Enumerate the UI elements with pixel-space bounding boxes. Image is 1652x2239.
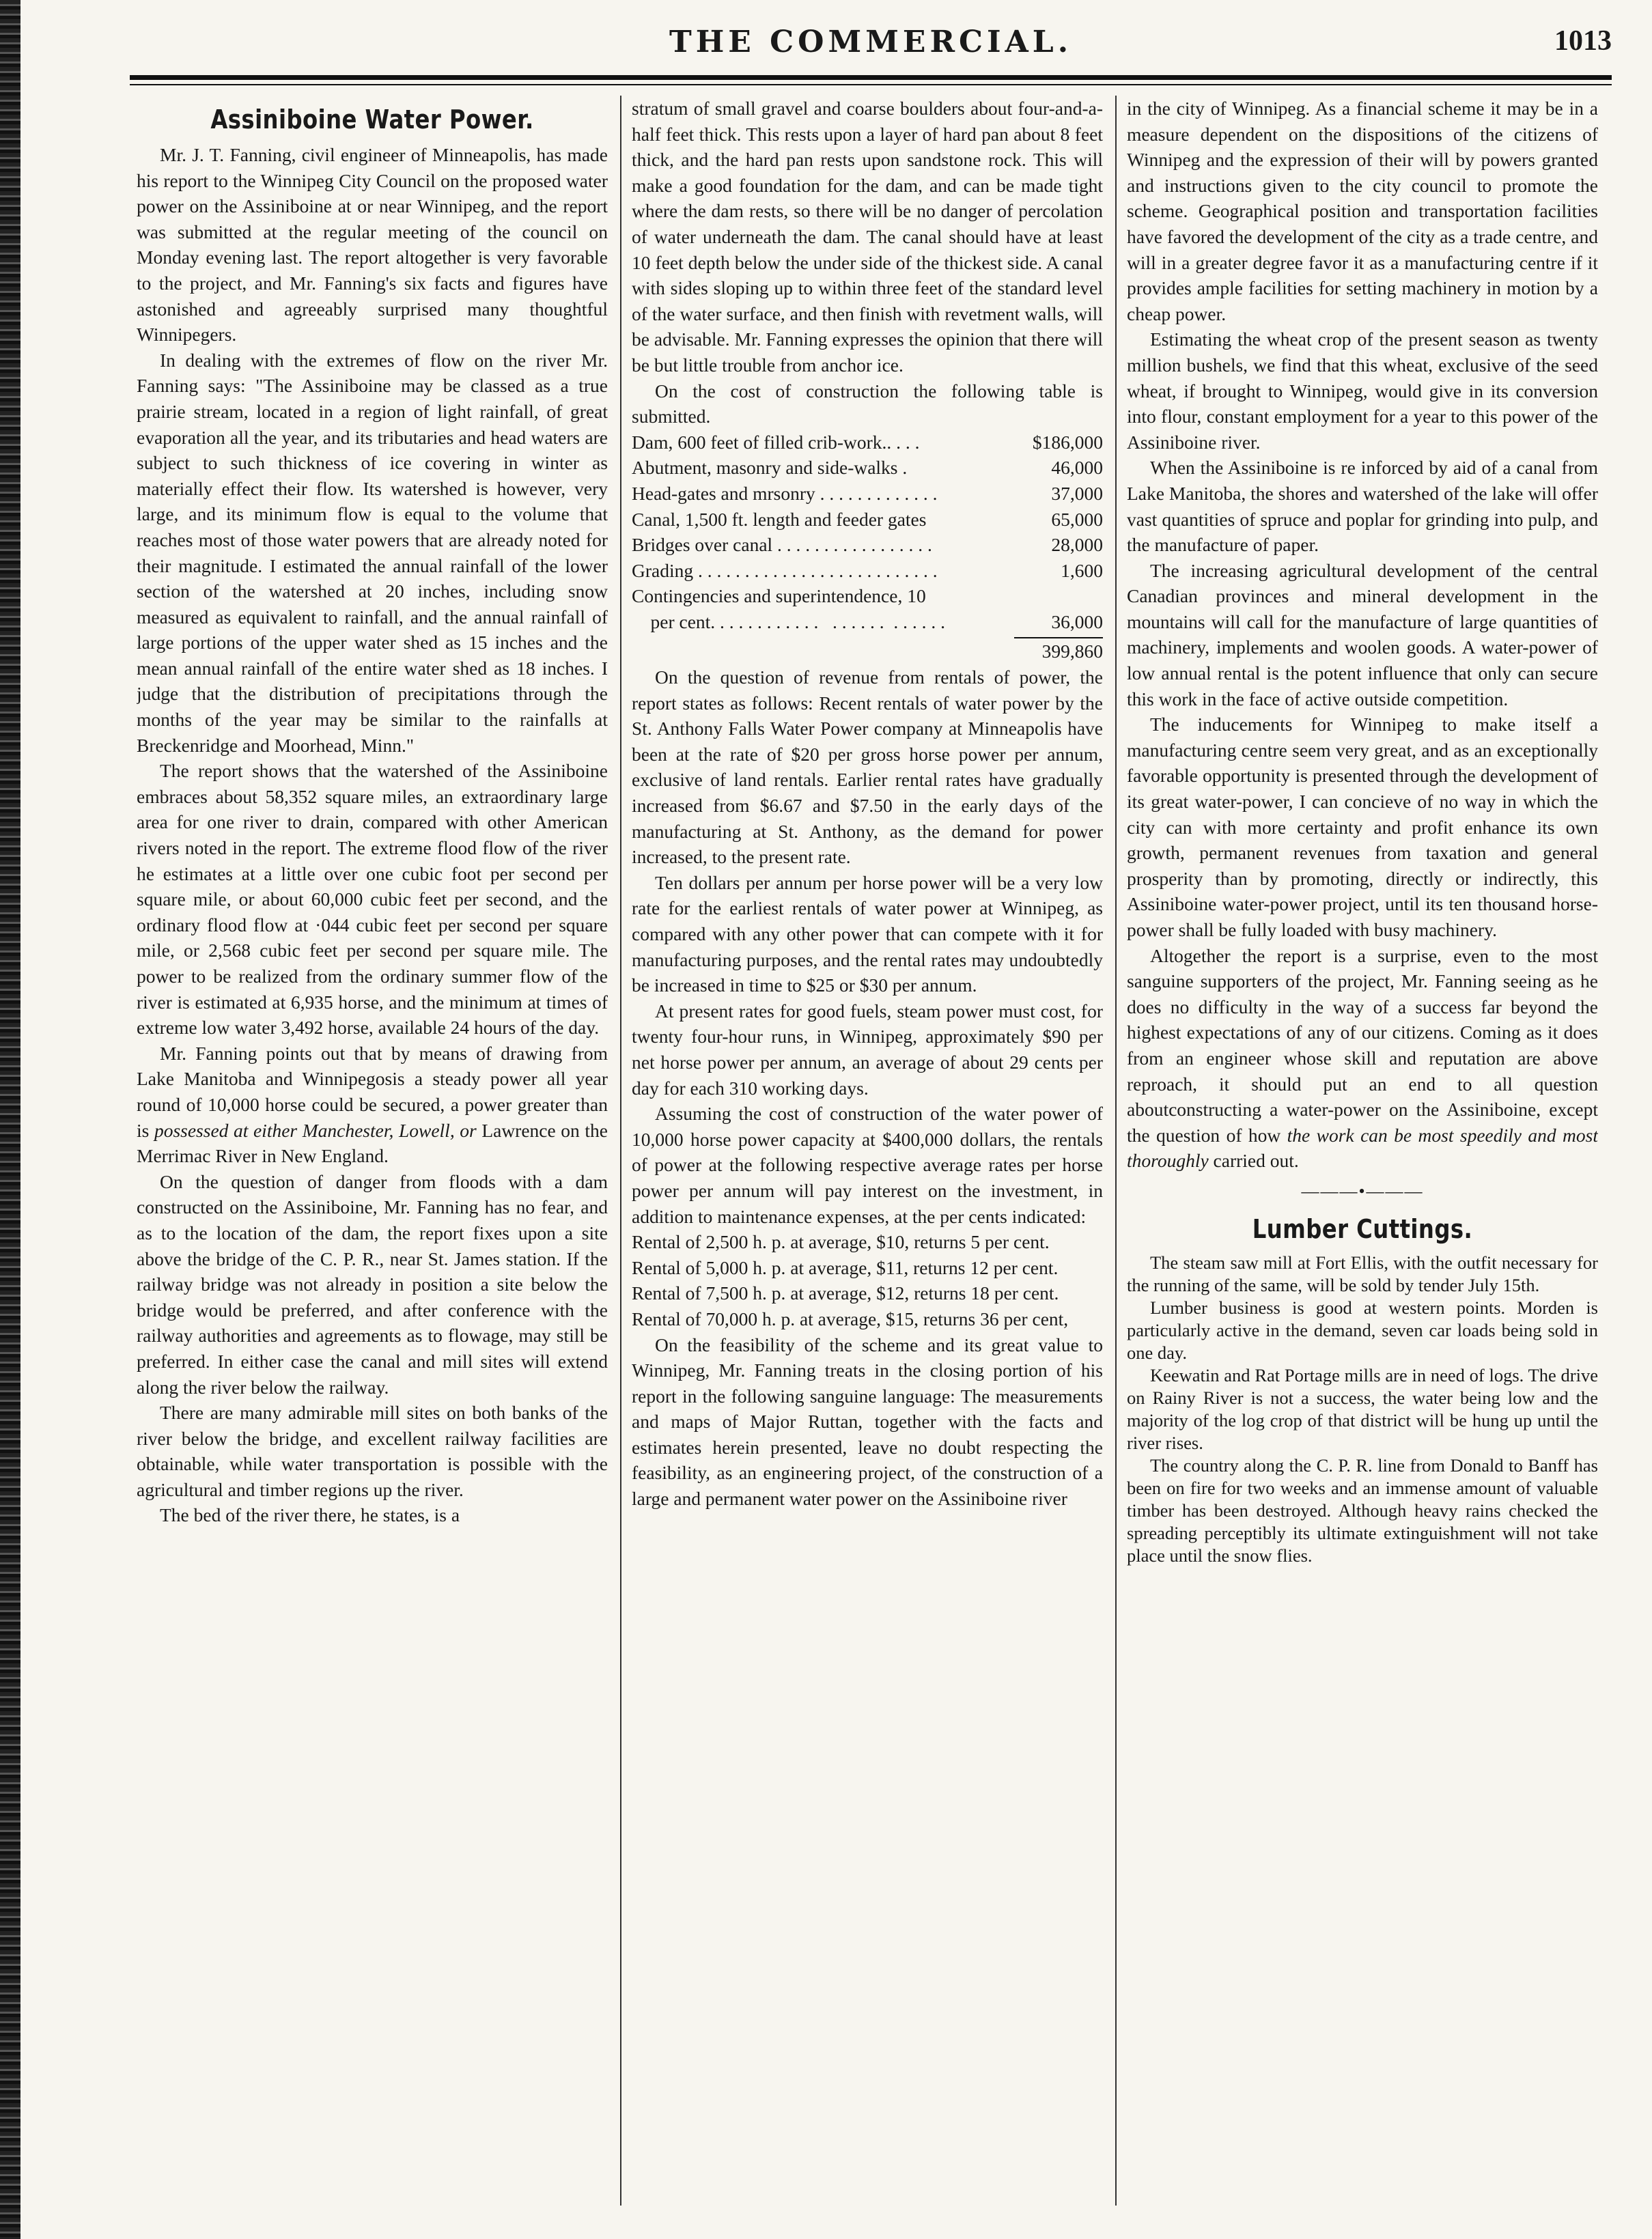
masthead-rule-thick: [130, 75, 1612, 80]
lumber-items: [1127, 1252, 1598, 1567]
paragraph: On the question of danger from floods with a dam constructed on the Assiniboine, Mr. Fanning has no fear, and as to the location of the dam, the report fixes upon a site above the bridge of the C. P. R., near St. James station. If the railway bridge was not already in position a site below the bridge would be preferred, and after conference with the railway authorities and agreements as to flowage, may still be preferred. In either case the canal and mill sites will extend along the river below the railway.: [137, 1170, 608, 1398]
paragraph: [1127, 943, 1598, 1174]
paragraph: Ten dollars per annum per horse power will be a very low rate for the earliest rentals of water power at Winnipeg, as compared with any other power that can compete with it for manufacturing purposes, and the rental rates may undoubtedly be increased in time to $25 or $30 per annum.: [632, 871, 1103, 996]
article-separator: ———•———: [1301, 1181, 1424, 1201]
cost-amount: $186,000: [1032, 431, 1103, 453]
cost-amount: 1,600: [1061, 559, 1103, 581]
cost-item: Grading . . . . . . . . . . . . . . . . . . . . . . . . . .: [632, 559, 938, 581]
column-1: [137, 96, 608, 2206]
paragraph: Assuming the cost of construction of the water power of 10,000 horse power capacity at $400,000 dollars, the rentals of power at the following respective average rates per horse power per annum will pay interest on the investment, in addition to maintenance expenses, at the per cents indicated:: [632, 1103, 1103, 1227]
paragraph: Keewatin and Rat Portage mills are in need of logs. The drive on Rainy River is not a success, the water being low and the majority of the log crop of that district will be hung up until the river rises.: [1127, 1364, 1598, 1453]
cost-item: Abutment, masonry and side-walks .: [632, 457, 908, 479]
cost-item: Dam, 600 feet of filled crib-work.. . . .: [632, 431, 920, 453]
cost-item: Bridges over canal . . . . . . . . . . . . . . . . .: [632, 534, 932, 556]
paragraph: Lumber business is good at western points. Morden is particularly active in the demand, seven car loads being sold in one day.: [1127, 1297, 1598, 1363]
paragraph-text: Altogether the report is a surprise, even to the most sanguine supporters of the project, Mr. Fanning seeing as he does no difficulty in the way of a success far beyond the highest expectations of any of our citizens. Coming as it does from an engineer whose skill and reputation are above reproach, it should put an end to all question aboutconstructing a water-power on the Assiniboine, except the question of how: [1127, 944, 1598, 1146]
paragraph: Estimating the wheat crop of the present season as twenty million bushels, we find that this wheat, exclusive of the seed wheat, if brought to Winnipeg, would give in its conversion into flour, constant employment for a year to this power of the Assiniboine river.: [1127, 328, 1598, 453]
italic-text: possessed at either Manchester, Lowell, or: [154, 1119, 477, 1141]
cost-item: Canal, 1,500 ft. length and feeder gates: [632, 508, 927, 530]
column-3: [1127, 96, 1598, 2206]
paragraph-continued: in the city of Winnipeg. As a financial scheme it may be in a measure dependent on the dispositions of the citizens of Winnipeg and the expression of their will by powers granted and instructions given to the city council to promote the scheme. Geographical position and transportation facilities have favored the development of the city as a trade centre, and will in a greater degree favor it as a manufacturing centre if it provides ample facilities for setting machinery in motion by a cheap power.: [1127, 98, 1598, 324]
paragraph: On the cost of construction the following table is submitted.: [632, 380, 1103, 427]
paragraph: The bed of the river there, he states, is a: [160, 1504, 460, 1526]
paragraph-text: Lawrence on the Merrimac River in New England.: [137, 1119, 608, 1167]
cost-amount: 36,000: [1051, 610, 1103, 632]
cost-table: [632, 430, 1103, 635]
cost-row: [632, 430, 1103, 455]
paragraph: Mr. J. T. Fanning, civil engineer of Minneapolis, has made his report to the Winnipeg City Council on the proposed water power on the Assiniboine at or near Winnipeg, and the report was submitted at the regular meeting of the council on Monday evening last. The report altogether is very favorable to the project, and Mr. Fanning's six facts and figures have astonished and agreeably surprised many thoughtful Winnipegers.: [137, 144, 608, 346]
paragraph: The steam saw mill at Fort Ellis, with the outfit necessary for the running of the same, will be sold by tender July 15th.: [1127, 1252, 1598, 1295]
cost-item: Head-gates and mrsonry . . . . . . . . . . . . .: [632, 482, 938, 504]
column-rule-1: [620, 96, 621, 2206]
cost-row: [632, 455, 1103, 481]
paragraph: When the Assiniboine is re inforced by aid of a canal from Lake Manitoba, the shores and watershed of the lake will offer vast quantities of spruce and poplar for grinding into pulp, and the manufacture of paper.: [1127, 457, 1598, 556]
masthead-title: THE COMMERCIAL.: [669, 25, 1073, 59]
rental-item: Rental of 70,000 h. p. at average, $15, returns 36 per cent,: [632, 1308, 1069, 1329]
paragraph: There are many admirable mill sites on both banks of the river below the bridge, and excellent railway facilities are obtainable, while water transportation is possible with the agricultural and timber regions up the river.: [137, 1402, 608, 1500]
cost-amount: [1016, 583, 1103, 609]
page-number: 1013: [1554, 25, 1612, 57]
paragraph: In dealing with the extremes of flow on the river Mr. Fanning says: "The Assiniboine may be classed as a true prairie stream, located in a region of light rainfall, of great evaporation all the year, and its tributaries and head waters are subject to such thickness of ice covering in winter as materially effect their flow. Its watershed is however, very large, and its minimum flow is equal to the volume that reaches most of those water powers that are already noted for their magnitude. I estimated the annual rainfall of the lower section of the watershed at 20 inches, including snow measured as equivalent to rainfall, and the annual rainfall of large portions of the upper water shed as 15 inches and the mean annual rainfall of the entire water shed as 18 inches. I judge that the distribution of precipitations through the months of the year may be similar to the rainfalls at Breckenridge and Moorhead, Minn.": [137, 349, 608, 756]
paragraph: [137, 1041, 608, 1169]
rental-item: Rental of 7,500 h. p. at average, $12, returns 18 per cent.: [632, 1282, 1059, 1304]
cost-item: Contingencies and superintendence, 10: [632, 585, 926, 607]
cost-row: [632, 532, 1103, 558]
cost-item: per cent. . . . . . . . . . . . . . . . . . . . . . . .: [632, 610, 946, 632]
masthead: [130, 22, 1612, 67]
cost-total: 399,860: [1041, 640, 1103, 662]
rental-item: Rental of 2,500 h. p. at average, $10, returns 5 per cent.: [632, 1231, 1050, 1253]
paragraph-continued: stratum of small gravel and coarse boulders about four-and-a-half feet thick. This rests upon a layer of hard pan about 8 feet thick, and the hard pan rests upon sandstone rock. This will make a good foundation for the dam, and can be made tight where the dam rests, so there will be no danger of percolation of water underneath the dam. The canal should have at least 10 feet depth below the under side of the thickest side. A canal with sides sloping up to within three feet of the standard level of the water surface, and then finish with revetment walls, will be advisable. Mr. Fanning expresses the opinion that there will be but little trouble from anchor ice.: [632, 98, 1103, 376]
cost-amount: 37,000: [1051, 482, 1103, 504]
paragraph-text: Mr. Fanning points out that by means of drawing from Lake Manitoba and Winnipegosis a steady power all year round of 10,000 horse could be secured, a power greater than is: [137, 1042, 608, 1141]
paragraph: On the question of revenue from rentals of power, the report states as follows: Recent rentals of water power by the St. Anthony Falls Water Power company at Minneapolis have been at the rate of $20 per gross horse power per annum, exclusive of land rentals. Earlier rental rates have gradually increased from $6.67 and $7.50 in the early days of the manufacturing at St. Anthony, as the demand for power increased, to the present rate.: [632, 666, 1103, 868]
paragraph-text: carried out.: [1208, 1150, 1299, 1172]
masthead-rule-thin: [130, 84, 1612, 85]
article-headline: Assiniboine Water Power.: [210, 104, 534, 135]
cost-row: [632, 507, 1103, 533]
article-headline: Lumber Cuttings.: [1252, 1213, 1473, 1244]
column-rule-2: [1115, 96, 1117, 2206]
cost-amount: 46,000: [1051, 457, 1103, 479]
cost-row: [632, 609, 1103, 635]
cost-row: [632, 481, 1103, 507]
column-2: [632, 96, 1103, 2206]
paragraph: The inducements for Winnipeg to make itself a manufacturing centre seem very great, and as an exceptionally favorable opportunity is presented through the development of its great water-power, I can concieve of no way in which the city can with more certainty and profit enhance its own growth, permanent revenues from taxation and general prosperity than by promoting, directly or indirectly, this Assiniboine water-power project, until its ten thousand horse-power shall be fully loaded with busy machinery.: [1127, 714, 1598, 940]
cost-row: [632, 558, 1103, 584]
paragraph: On the feasibility of the scheme and its great value to Winnipeg, Mr. Fanning treats in the closing portion of his report in the following sanguine language: The measurements and maps of Major Ruttan, together with the facts and estimates herein presented, leave no doubt respecting the feasibility, as an engineering project, of the construction of a large and permanent water power on the Assiniboine river: [632, 1334, 1103, 1510]
binding-edge: [0, 0, 20, 2239]
italic-text: the work can be most speedily and most thoroughly: [1127, 1124, 1598, 1172]
cost-row: [632, 583, 1103, 609]
paragraph: The increasing agricultural development of the central Canadian provinces and mineral development in the mountains will call for the manufacture of large quantities of machinery, implements and woolen goods. A water-power of low annual rental is the potent influence that only can secure this work in the face of active outside competition.: [1127, 559, 1598, 709]
paragraph: The report shows that the watershed of the Assiniboine embraces about 58,352 square miles, an extraordinary large area for one river to drain, compared with other American rivers noted in the report. The extreme flood flow of the river he estimates at a little over one cubic foot per second per square mile, or about 60,000 cubic feet per second, and the ordinary flood flow at ·044 cubic feet per second per square mile, or 2,568 cubic feet per second per square mile. The power to be realized from the ordinary summer flow of the river is estimated at 6,935 horse, and the minimum at times of extreme low water 3,492 horse, available 24 hours of the day.: [137, 760, 608, 1039]
cost-amount: 65,000: [1051, 508, 1103, 530]
rental-item: Rental of 5,000 h. p. at average, $11, returns 12 per cent.: [632, 1256, 1059, 1278]
paragraph: The country along the C. P. R. line from Donald to Banff has been on fire for two weeks and an immense amount of valuable timber has been destroyed. Although heavy rains checked the spreading perceptibly its ultimate extinguishment will not take place until the snow flies.: [1127, 1454, 1598, 1566]
paragraph: At present rates for good fuels, steam power must cost, for twenty four-hour runs, in Winnipeg, approximately $90 per net horse power per annum, an average of about 29 cents per day for each 310 working days.: [632, 1000, 1103, 1099]
cost-amount: 28,000: [1051, 534, 1103, 556]
